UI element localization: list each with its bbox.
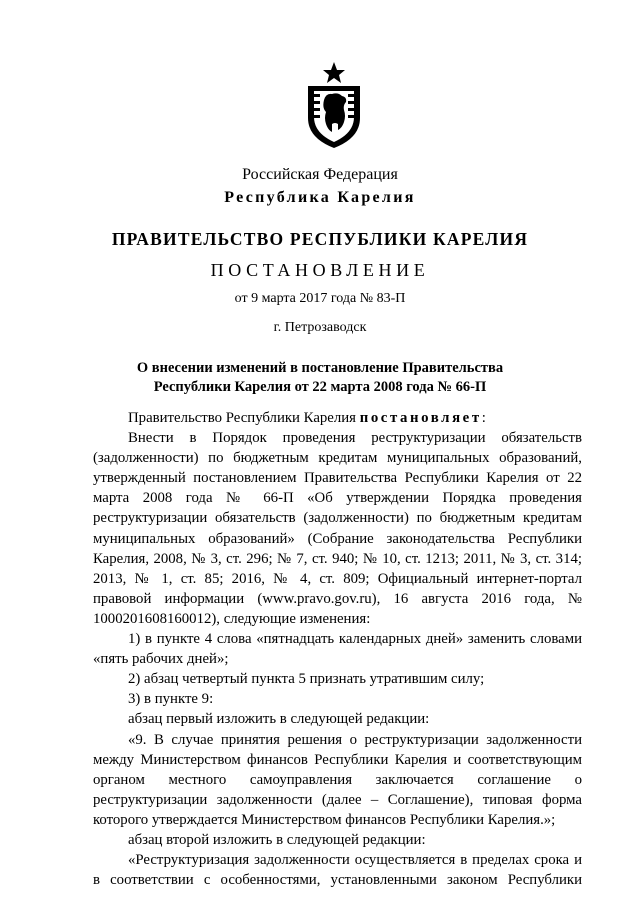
government-title: ПРАВИТЕЛЬСТВО РЕСПУБЛИКИ КАРЕЛИЯ xyxy=(111,229,529,249)
intro-prefix: Правительство Республики Карелия xyxy=(128,410,360,426)
body-paragraph-2: 1) в пункте 4 слова «пятнадцать календарных дней» заменить словами «пять рабочих дней»; xyxy=(93,631,582,668)
document-date-number: от 9 марта 2017 года № 83-П xyxy=(234,291,406,306)
republic-name: Республика Карелия xyxy=(224,189,416,206)
body-paragraph-7: абзац второй изложить в следующей редакции: xyxy=(128,831,426,848)
subject-line-1: О внесении изменений в постановление Правительства xyxy=(136,360,504,376)
country-name: Российская Федерация xyxy=(242,166,398,183)
body-paragraph-8: «Реструктуризация задолженности осуществляется в пределах срока и в соответствии с особенностями, установленными законом Республики xyxy=(93,852,582,889)
body-paragraph-1: Внести в Порядок проведения реструктуризации обязательств (задолженности) по бюджетным кредитам муниципальных образований, утвержденный постановлением Правительства Республики Карелия от 22 марта 2008 года № 66-П «Об утверждении Порядка проведения реструктуризации обязательств (задолженности) по бюджетным кредитам муниципальных образований» (Собрание законодательства Республики Карелия, 2008, № 3, ст. 296; № 7, ст. 940; № 10, ст. 1213; 2011, № 3, ст. 314; 2013, № 1, ст. 85; 2016, № 4, ст. 809; Официальный интернет-портал правовой информации (www.pravo.gov.ru), 16 августа 2016 года, № 1000201608160012), следующие изменения: xyxy=(93,430,582,627)
subject-line-2: Республики Карелия от 22 марта 2008 года № 66-П xyxy=(153,379,487,395)
document-body xyxy=(93,408,582,890)
body-paragraph-5: абзац первый изложить в следующей редакции: xyxy=(128,711,430,728)
intro-decree-word: постановляет xyxy=(359,410,482,426)
body-paragraph-6: «9. В случае принятия решения о реструктуризации задолженности между Министерством финансов Республики Карелия и соответствующим органом местного самоуправления заключается соглашение о реструктуризации задолженности (далее – Соглашение), типовая форма которого утверждается Министерством финансов Республики Карелия.»; xyxy=(93,731,582,828)
body-paragraph-4: 3) в пункте 9: xyxy=(128,691,214,708)
city-name: г. Петрозаводск xyxy=(273,320,367,335)
document-type: ПОСТАНОВЛЕНИЕ xyxy=(210,260,430,280)
coat-of-arms-icon xyxy=(302,60,366,150)
intro-suffix: : xyxy=(481,410,486,426)
body-paragraph-3: 2) абзац четвертый пункта 5 признать утратившим силу; xyxy=(128,671,485,688)
body-intro xyxy=(93,408,582,428)
document-subject xyxy=(0,359,640,397)
